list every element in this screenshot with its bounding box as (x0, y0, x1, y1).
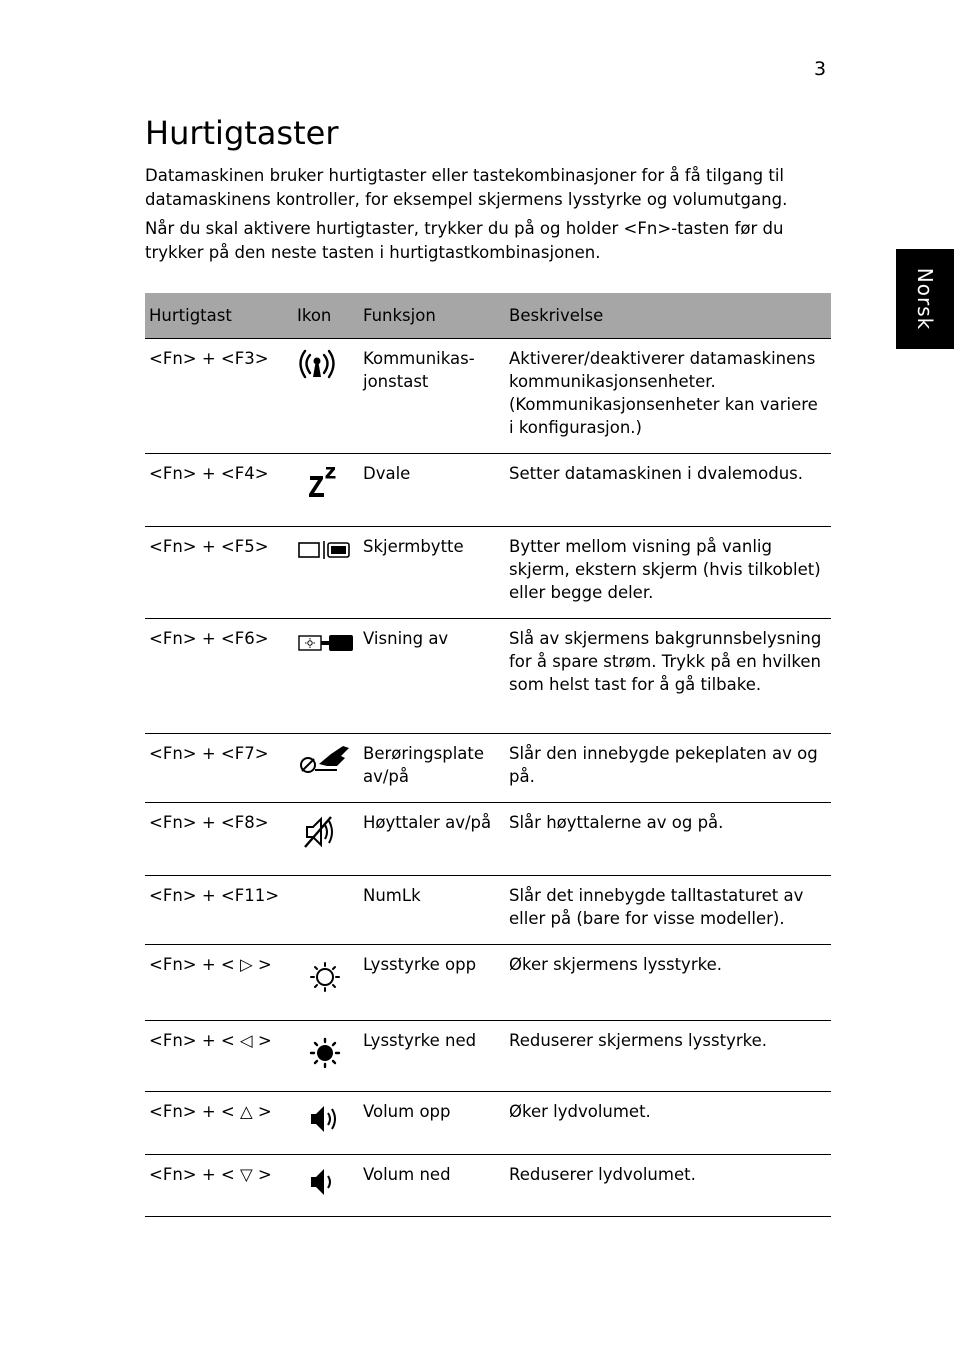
function-cell: Berøringsplate av/på (359, 734, 505, 803)
header-hotkey: Hurtigtast (145, 293, 293, 339)
description-cell: Reduserer lydvolumet. (505, 1155, 831, 1217)
table-row (145, 339, 831, 454)
function-cell: Kommunikas- jonstast (359, 339, 505, 454)
function-cell: Dvale (359, 454, 505, 527)
hotkeys-table (145, 293, 831, 1217)
hotkey-cell: <Fn> + <F3> (145, 339, 293, 454)
volume-up-icon (297, 1100, 341, 1138)
hotkey-cell: <Fn> + < ▷ > (145, 945, 293, 1021)
speaker-mute-icon (297, 811, 341, 851)
brightness-up-icon (297, 953, 341, 995)
description-cell: Bytter mellom visning på vanlig skjerm, ekstern skjerm (hvis tilkoblet) eller begge deler. (505, 527, 831, 619)
hotkey-cell: <Fn> + < ▽ > (145, 1155, 293, 1217)
brightness-down-icon (297, 1029, 341, 1071)
hotkey-cell: <Fn> + <F4> (145, 454, 293, 527)
intro-paragraph-2: Når du skal aktivere hurtigtaster, trykker du på og holder <Fn>-tasten før du trykker på den neste tasten i hurtigtastkombinasjonen. (145, 219, 784, 262)
table-row (145, 803, 831, 876)
hotkey-cell: <Fn> + <F11> (145, 876, 293, 945)
function-cell: Lysstyrke ned (359, 1021, 505, 1092)
description-cell: Slår det innebygde talltastaturet av eller på (bare for visse modeller). (505, 876, 831, 945)
language-label: Norsk (913, 267, 937, 331)
description-cell: Setter datamaskinen i dvalemodus. (505, 454, 831, 527)
description-cell: Øker skjermens lysstyrke. (505, 945, 831, 1021)
header-function: Funksjon (359, 293, 505, 339)
touchpad-toggle-icon (297, 742, 355, 782)
table-header-row (145, 293, 831, 339)
description-cell: Aktiverer/deaktiverer datamaskinens kommunikasjonsenheter. (Kommunikasjonsenheter kan variere i konfigurasjon.) (505, 339, 831, 454)
table-row (145, 1021, 831, 1092)
description-cell: Slå av skjermens bakgrunnsbelysning for å spare strøm. Trykk på en hvilken som helst tast for å gå tilbake. (505, 619, 831, 734)
volume-down-icon (297, 1163, 341, 1201)
display-off-icon (297, 627, 355, 657)
table-row (145, 1155, 831, 1217)
function-cell: Lysstyrke opp (359, 945, 505, 1021)
page-number: 3 (814, 58, 827, 80)
table-row (145, 454, 831, 527)
function-cell: Skjermbytte (359, 527, 505, 619)
page-title: Hurtigtaster (145, 114, 339, 152)
hotkey-cell: <Fn> + <F7> (145, 734, 293, 803)
sleep-icon (297, 462, 341, 502)
header-description: Beskrivelse (505, 293, 831, 339)
table-row (145, 734, 831, 803)
description-cell: Slår den innebygde pekeplaten av og på. (505, 734, 831, 803)
function-cell: Høyttaler av/på (359, 803, 505, 876)
hotkey-cell: <Fn> + < △ > (145, 1092, 293, 1155)
table-row (145, 945, 831, 1021)
language-side-tab (896, 249, 954, 349)
hotkey-cell: <Fn> + <F6> (145, 619, 293, 734)
function-cell: Volum opp (359, 1092, 505, 1155)
display-switch-icon (297, 535, 353, 565)
table-row (145, 1092, 831, 1155)
table-row (145, 619, 831, 734)
description-cell: Øker lydvolumet. (505, 1092, 831, 1155)
description-cell: Slår høyttalerne av og på. (505, 803, 831, 876)
hotkey-cell: <Fn> + < ◁ > (145, 1021, 293, 1092)
description-cell: Reduserer skjermens lysstyrke. (505, 1021, 831, 1092)
table-row (145, 527, 831, 619)
hotkey-cell: <Fn> + <F5> (145, 527, 293, 619)
function-cell: Volum ned (359, 1155, 505, 1217)
intro-paragraph-1: Datamaskinen bruker hurtigtaster eller tastekombinasjoner for å få tilgang til datamaskinens kontroller, for eksempel skjermens lysstyrke og volumutgang. (145, 166, 788, 209)
wireless-icon (297, 347, 341, 383)
header-icon: Ikon (293, 293, 359, 339)
table-row (145, 876, 831, 945)
function-cell: NumLk (359, 876, 505, 945)
function-cell: Visning av (359, 619, 505, 734)
hotkey-cell: <Fn> + <F8> (145, 803, 293, 876)
